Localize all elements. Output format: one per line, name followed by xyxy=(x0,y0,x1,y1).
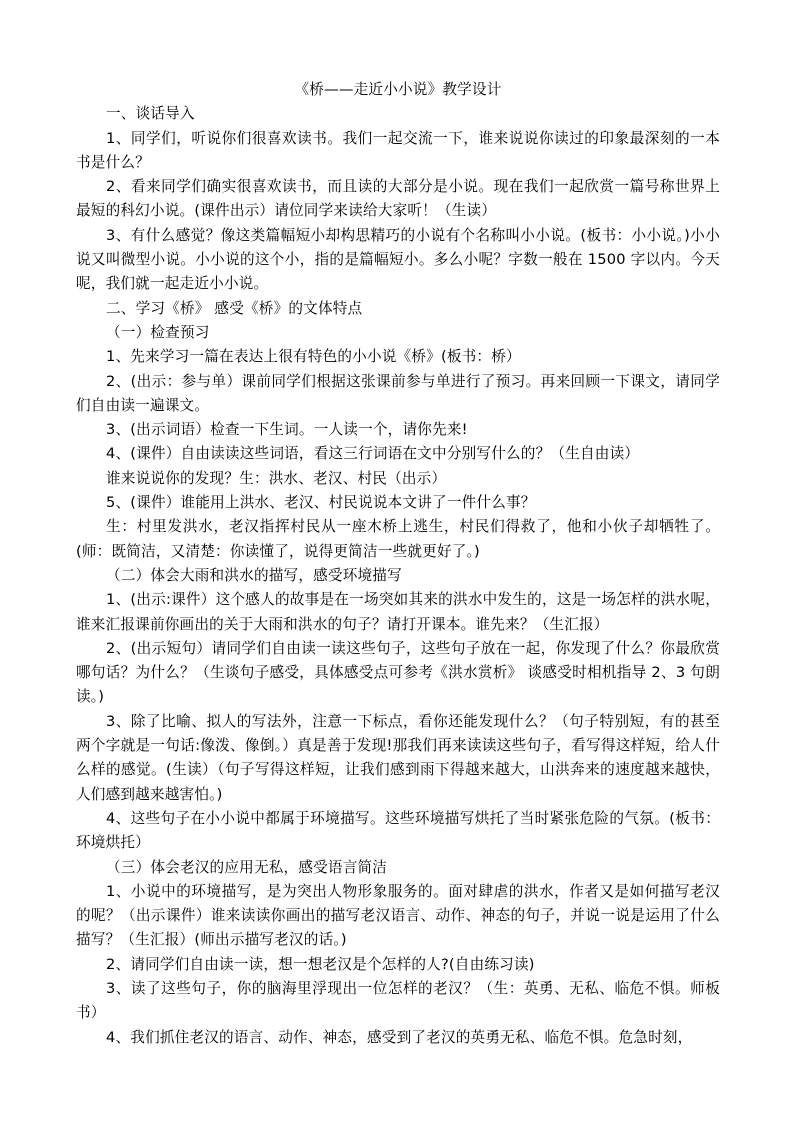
subsection-heading: （二）体会大雨和洪水的描写，感受环境描写 xyxy=(106,566,402,584)
document-title: 《桥——走近小小说》教学设计 xyxy=(294,81,502,98)
paragraph: 2、看来同学们确实很喜欢读书，而且读的大部分是小说。现在我们一起欣赏一篇号称世界上最短的科幻小说。(课件出示）请位同学来读给大家听！（生读） xyxy=(76,178,720,220)
paragraph: 2、请同学们自由读一读，想一想老汉是个怎样的人?(自由练习读) xyxy=(106,955,535,973)
paragraph: 1、(出示:课件）这个感人的故事是在一场突如其来的洪水中发生的，这是一场怎样的洪水呢，谁来汇报课前你画出的关于大雨和洪水的句子？请打开课本。谁先来？（生汇报） xyxy=(76,591,720,633)
paragraph: 2、(出示短句）请同学们自由读一读这些句子，这些句子放在一起，你发现了什么？你最欣赏哪句话？为什么？（生谈句子感受，具体感受点可参考《洪水赏析》 谈感受时相机指导 2、3 句朗读。) xyxy=(76,639,720,706)
document-body xyxy=(76,78,720,1050)
paragraph: 3、有什么感觉？像这类篇幅短小却构思精巧的小说有个名称叫小小说。(板书：小小说。)小小说又叫微型小说。小小说的这个小，指的是篇幅短小。多么小呢？字数一般在 1500 字以内。今天呢，我们就一起走近小小说。 xyxy=(76,226,720,293)
paragraph: 4、我们抓住老汉的语言、动作、神态，感受到了老汉的英勇无私、临危不惧。危急时刻， xyxy=(106,1028,693,1046)
paragraph-continued: 谁来说说你的发现？生：洪水、老汉、村民（出示） xyxy=(106,469,447,487)
paragraph: 3、读了这些句子，你的脑海里浮现出一位怎样的老汉？（生：英勇、无私、临危不惧。师板书） xyxy=(76,979,720,1022)
paragraph: 4、(课件）自由读读这些词语，看这三行词语在文中分别写什么的？（生自由读） xyxy=(106,445,640,463)
paragraph: 1、小说中的环境描写，是为突出人物形象服务的。面对肆虐的洪水，作者又是如何描写老汉的呢？（出示课件）谁来读读你画出的描写老汉语言、动作、神态的句子，并说一说是运用了什么描写？（生汇报）(师出示描写老汉的话。) xyxy=(76,882,720,949)
paragraph: 3、(出示词语）检查一下生词。一人读一个，请你先来! xyxy=(106,421,468,439)
paragraph: 3、除了比喻、拟人的写法外，注意一下标点，看你还能发现什么？（句子特别短，有的甚至两个字就是一句话:像泼、像倒。）真是善于发现!那我们再来读读这些句子，看写得这样短，给人什么样的感觉。(生读）（句子写得这样短，让我们感到雨下得越来越大，山洪奔来的速度越来越快，人们感到越来越害怕。) xyxy=(76,712,720,803)
subsection-heading: （一）检查预习 xyxy=(106,323,210,341)
section-heading: 一、谈话导入 xyxy=(106,105,195,123)
subsection-heading: （三）体会老汉的应用无私，感受语言简洁 xyxy=(106,858,388,876)
paragraph: 5、(课件）谁能用上洪水、老汉、村民说说本文讲了一件什么事？ xyxy=(106,494,536,512)
paragraph: 1、同学们，听说你们很喜欢读书。我们一起交流一下，谁来说说你读过的印象最深刻的一本书是什么？ xyxy=(76,129,720,171)
section-heading: 二、学习《桥》 感受《桥》的文体特点 xyxy=(106,299,363,317)
paragraph: 生：村里发洪水，老汉指挥村民从一座木桥上逃生，村民们得救了，他和小伙子却牺牲了。(师：既简洁，又清楚：你读懂了，说得更简洁一些就更好了。) xyxy=(76,518,720,560)
paragraph: 4、这些句子在小小说中都属于环境描写。这些环境描写烘托了当时紧张危险的气氛。(板书：环境烘托） xyxy=(76,809,720,852)
paragraph: 2、(出示：参与单）课前同学们根据这张课前参与单进行了预习。再来回顾一下课文，请同学们自由读一遍课文。 xyxy=(76,372,720,414)
paragraph: 1、先来学习一篇在表达上很有特色的小小说《桥》(板书：桥） xyxy=(106,348,521,366)
